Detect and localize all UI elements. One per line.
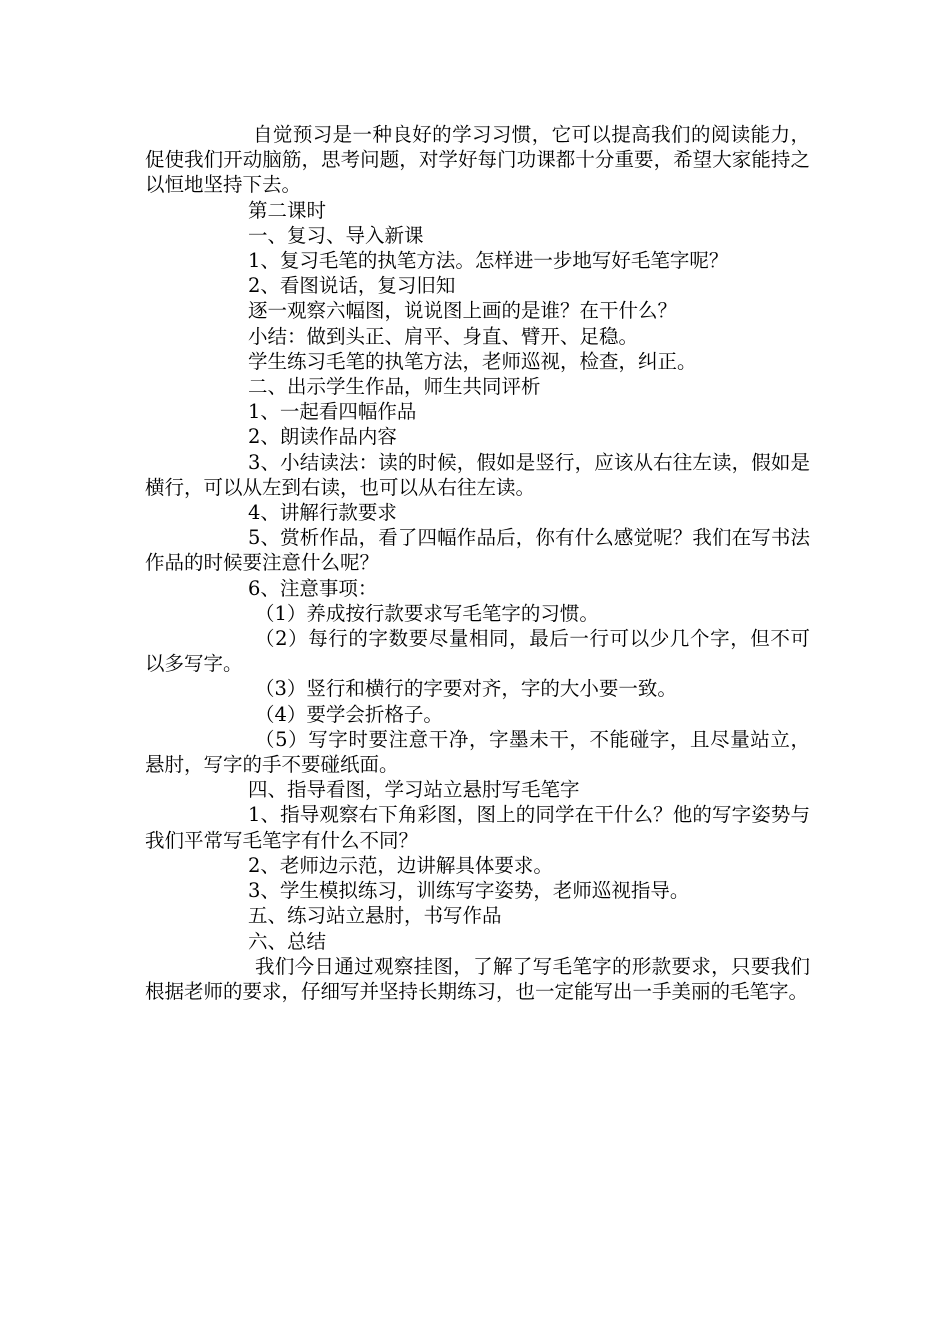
paragraph-item: 1、复习毛笔的执笔方法。怎样进一步地写好毛笔字呢？	[248, 249, 729, 273]
paragraph-item: 3、学生模拟练习，训练写字姿势，老师巡视指导。	[248, 879, 690, 903]
paragraph-summary: 小结：做到头正、肩平、身直、臂开、足稳。	[248, 324, 639, 348]
paragraph-item: 1、指导观察右下角彩图，图上的同学在干什么？他的写字姿势与我们平常写毛笔字有什么不同？	[145, 803, 810, 852]
document-body	[145, 122, 810, 1004]
paragraph-item: 4、讲解行款要求	[248, 501, 397, 525]
paragraph-item: 6、注意事项：	[248, 576, 378, 600]
paragraph-preview-habit: 自觉预习是一种良好的学习习惯，它可以提高我们的阅读能力，促使我们开动脑筋，思考问题，对学好每门功课都十分重要，希望大家能持之以恒地坚持下去。	[145, 123, 810, 197]
paragraph-item: 2、看图说话，复习旧知	[248, 274, 456, 298]
paragraph-item: 3、小结读法：读的时候，假如是竖行，应该从右往左读，假如是横行，可以从左到右读，也可以从右往左读。	[145, 450, 810, 499]
paragraph-note: （5）写字时要注意干净，字墨未干，不能碰字，且尽量站立，悬肘，写字的手不要碰纸面。	[145, 727, 810, 777]
paragraph-section-two: 二、出示学生作品，师生共同评析	[248, 375, 541, 399]
paragraph-conclusion: 我们今日通过观察挂图，了解了写毛笔字的形款要求，只要我们根据老师的要求，仔细写并坚持长期练习，也一定能写出一手美丽的毛笔字。	[145, 954, 810, 1003]
paragraph-note: （2）每行的字数要尽量相同，最后一行可以少几个字，但不可以多写字。	[145, 627, 810, 676]
paragraph-item: 2、老师边示范，边讲解具体要求。	[248, 853, 553, 877]
paragraph-note: （3）竖行和横行的字要对齐，字的大小要一致。	[255, 677, 677, 701]
paragraph-section-six: 六、总结	[248, 929, 327, 953]
paragraph-note: （1）养成按行款要求写毛笔字的习惯。	[255, 601, 599, 625]
paragraph-item: 1、一起看四幅作品	[248, 400, 417, 424]
paragraph-section-four: 四、指导看图，学习站立悬肘写毛笔字	[248, 778, 580, 802]
paragraph-item: 学生练习毛笔的执笔方法，老师巡视，检查，纠正。	[248, 349, 697, 373]
paragraph-item: 5、赏析作品，看了四幅作品后，你有什么感觉呢？我们在写书法作品的时候要注意什么呢？	[145, 526, 810, 575]
paragraph-item: 逐一观察六幅图，说说图上画的是谁？在干什么？	[248, 299, 678, 323]
paragraph-item: 2、朗读作品内容	[248, 425, 397, 449]
paragraph-note: （4）要学会折格子。	[255, 702, 443, 726]
paragraph-section-five: 五、练习站立悬肘，书写作品	[248, 904, 502, 928]
paragraph-lesson-two-heading: 第二课时	[248, 198, 327, 222]
paragraph-section-one: 一、复习、导入新课	[248, 223, 424, 247]
